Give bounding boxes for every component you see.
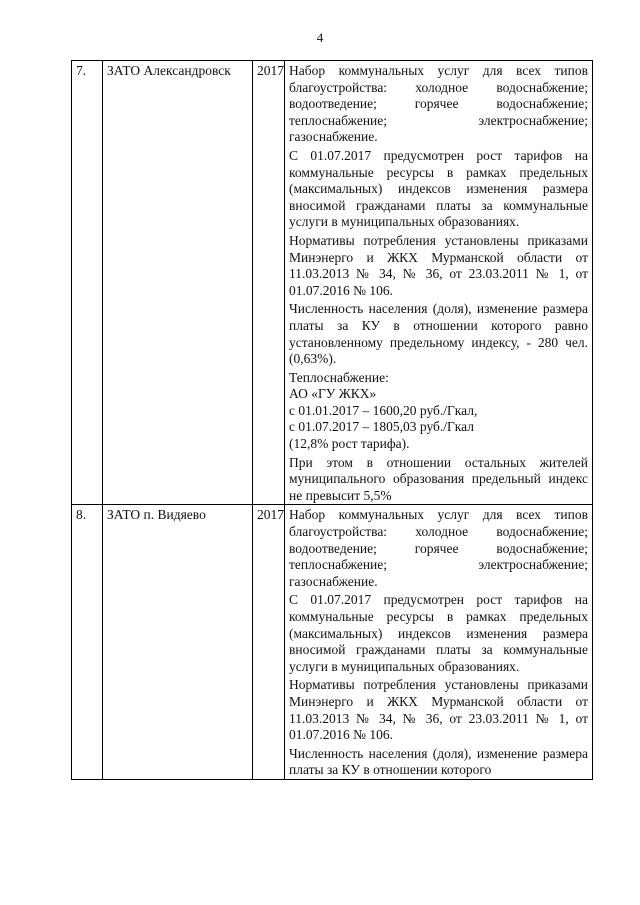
description-paragraph: Набор коммунальных услуг для всех типов благоустройства: холодное водоснабжение; водоотведение; горячее водоснабжение; теплоснабжение; электроснабжение; газоснабжение.: [289, 507, 588, 589]
description-paragraph: Численность населения (доля), изменение размера платы за КУ в отношении которого: [289, 745, 588, 778]
description-paragraph: (12,8% рост тарифа).: [289, 436, 410, 452]
description-paragraph: При этом в отношении остальных жителей муниципального образования предельный индекс не превысит 5,5%: [289, 454, 588, 503]
description-paragraph: АО «ГУ ЖКХ»: [289, 386, 377, 402]
row-year: 2017: [253, 505, 285, 780]
description-cell: [285, 505, 593, 780]
table-row: [72, 505, 593, 780]
description-paragraph: Теплоснабжение:: [289, 369, 389, 385]
description-paragraph: Нормативы потребления установлены приказами Минэнерго и ЖКХ Мурманской области от 11.03.2013 № 34, № 36, от 23.03.2011 № 1, от 01.07.2016 № 106.: [289, 232, 588, 298]
table-row: [72, 61, 593, 505]
row-year: 2017: [253, 61, 285, 505]
row-number: 8.: [72, 505, 103, 780]
description-paragraph: С 01.07.2017 предусмотрен рост тарифов на коммунальные ресурсы в рамках предельных (максимальных) индексов изменения размера вносимой гражданами платы за коммунальные услуги в муниципальных образованиях.: [289, 147, 588, 230]
description-paragraph: С 01.07.2017 предусмотрен рост тарифов на коммунальные ресурсы в рамках предельных (максимальных) индексов изменения размера вносимой гражданами платы за коммунальные услуги в муниципальных образованиях.: [289, 592, 588, 674]
row-number: 7.: [72, 61, 103, 505]
municipality-name: ЗАТО п. Видяево: [103, 505, 253, 780]
tariff-table: [71, 60, 593, 780]
description-paragraph: Набор коммунальных услуг для всех типов благоустройства: холодное водоснабжение; водоотведение; горячее водоснабжение; теплоснабжение; электроснабжение; газоснабжение.: [289, 63, 588, 145]
description-paragraph: с 01.01.2017 – 1600,20 руб./Гкал,: [289, 402, 478, 418]
description-cell: [285, 61, 593, 505]
page-number: 4: [316, 30, 324, 45]
description-paragraph: Нормативы потребления установлены приказами Минэнерго и ЖКХ Мурманской области от 11.03.2013 № 34, № 36, от 23.03.2011 № 1, от 01.07.2016 № 106.: [289, 677, 588, 743]
municipality-name: ЗАТО Александровск: [103, 61, 253, 505]
description-paragraph: с 01.07.2017 – 1805,03 руб./Гкал: [289, 419, 475, 435]
description-paragraph: Численность населения (доля), изменение размера платы за КУ в отношении которого равно установленному предельному индексу, - 280 чел. (0,63%).: [289, 301, 588, 367]
